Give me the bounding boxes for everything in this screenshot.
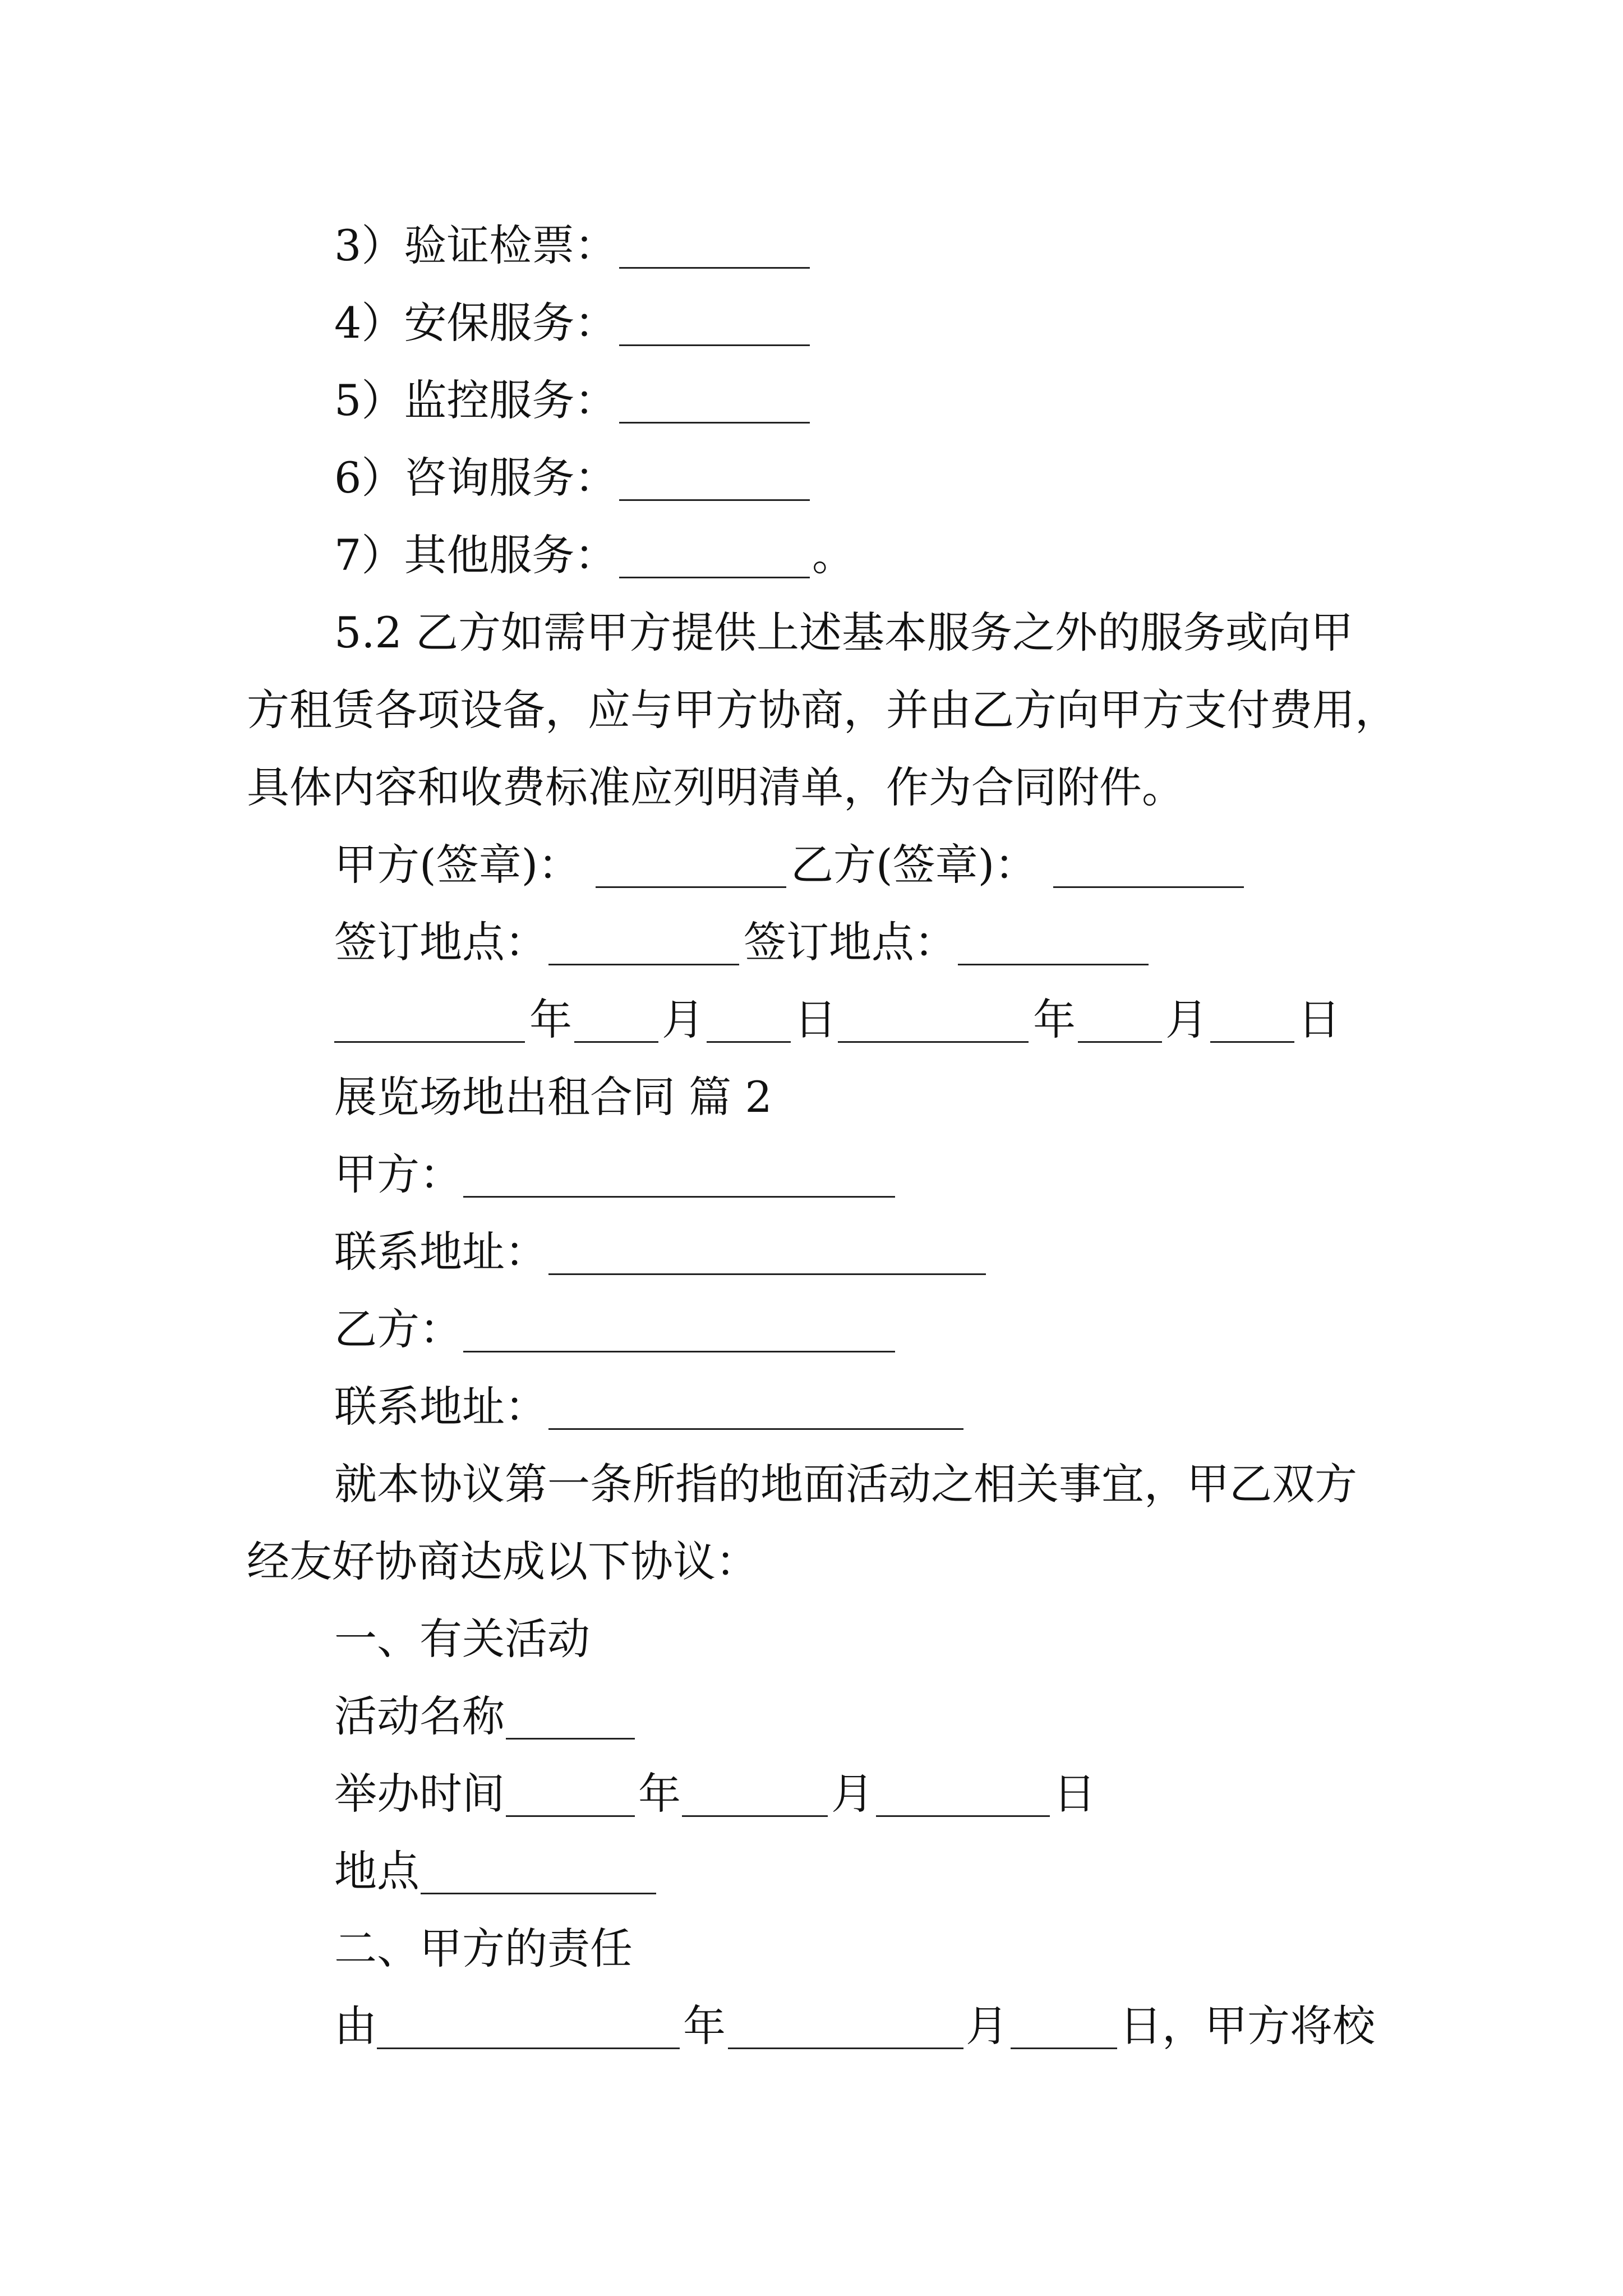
month-blank[interactable] xyxy=(574,1041,658,1043)
item-line-6 xyxy=(0,439,1623,517)
year-blank[interactable] xyxy=(838,1041,1029,1043)
party-a-seal-blank[interactable] xyxy=(596,886,786,888)
day-blank[interactable] xyxy=(876,1815,1050,1817)
fill-blank[interactable] xyxy=(619,577,810,578)
day-label: 日 xyxy=(1298,995,1340,1045)
sign-place-a-label: 签订地点： xyxy=(334,917,547,967)
intro-line xyxy=(0,1445,1623,1524)
item-line-3 xyxy=(0,206,1623,285)
signature-place-line xyxy=(0,903,1623,982)
year-label: 年 xyxy=(683,2001,726,2051)
year-label: 年 xyxy=(638,1769,681,1819)
section-title-line xyxy=(0,1058,1623,1137)
hold-time-line xyxy=(0,1755,1623,1833)
item-label: 4）安保服务： xyxy=(334,298,617,348)
fill-blank[interactable] xyxy=(619,422,810,424)
responsibility-line xyxy=(0,1987,1623,2065)
year-blank[interactable] xyxy=(506,1815,635,1817)
activity-name-line xyxy=(0,1677,1623,1756)
address-b-blank[interactable] xyxy=(548,1428,963,1430)
section-title: 展览场地出租合同 篇 2 xyxy=(334,1072,772,1122)
party-a-seal-label: 甲方(签章)： xyxy=(334,840,581,890)
party-b-label: 乙方： xyxy=(334,1304,462,1354)
item-line-7 xyxy=(0,516,1623,595)
heading-2: 二、甲方的责任 xyxy=(334,1924,633,1973)
period: 。 xyxy=(812,530,855,580)
sign-place-b-label: 签订地点： xyxy=(744,917,957,967)
heading-line xyxy=(0,1600,1623,1678)
year-blank[interactable] xyxy=(334,1041,525,1043)
clause-text: 方租赁各项设备，应与甲方协商，并由乙方向甲方支付费用， xyxy=(247,685,1398,735)
item-line-4 xyxy=(0,284,1623,362)
signature-seal-line xyxy=(0,826,1623,904)
party-a-label: 甲方： xyxy=(334,1149,462,1199)
heading-1: 一、有关活动 xyxy=(334,1614,590,1664)
sign-place-b-blank[interactable] xyxy=(958,964,1149,965)
party-b-blank[interactable] xyxy=(463,1351,895,1352)
address-a-line xyxy=(0,1213,1623,1291)
activity-name-blank[interactable] xyxy=(506,1738,635,1740)
day-label: 日 xyxy=(794,995,837,1045)
place-label: 地点 xyxy=(334,1846,419,1896)
month-blank[interactable] xyxy=(728,2047,963,2049)
party-b-seal-blank[interactable] xyxy=(1053,886,1244,888)
clause-line xyxy=(0,593,1623,672)
hold-time-label: 举办时间 xyxy=(334,1769,505,1819)
day-blank[interactable] xyxy=(707,1041,791,1043)
clause-text: 具体内容和收费标准应列明清单，作为合同附件。 xyxy=(247,762,1184,812)
year-label: 年 xyxy=(529,995,572,1045)
clause-line xyxy=(0,671,1623,749)
intro-text: 就本协议第一条所指的地面活动之相关事宜，甲乙双方 xyxy=(334,1459,1357,1509)
day-blank[interactable] xyxy=(1011,2047,1117,2049)
address-a-label: 联系地址： xyxy=(334,1227,547,1277)
party-a-line xyxy=(0,1135,1623,1214)
signature-date-line xyxy=(0,981,1623,1059)
item-label: 5）监控服务： xyxy=(334,375,617,425)
fill-blank[interactable] xyxy=(619,344,810,346)
month-label: 月 xyxy=(662,995,704,1045)
day-blank[interactable] xyxy=(1210,1041,1294,1043)
intro-text: 经友好协商达成以下协议： xyxy=(247,1536,758,1586)
place-line xyxy=(0,1832,1623,1911)
sign-place-a-blank[interactable] xyxy=(548,964,739,965)
year-label: 年 xyxy=(1033,995,1076,1045)
fill-blank[interactable] xyxy=(619,499,810,501)
year-blank[interactable] xyxy=(377,2047,680,2049)
activity-name-label: 活动名称 xyxy=(334,1691,505,1741)
place-blank[interactable] xyxy=(421,1893,656,1894)
party-a-blank[interactable] xyxy=(463,1196,895,1198)
clause-text: 5.2 乙方如需甲方提供上述基本服务之外的服务或向甲 xyxy=(334,608,1354,657)
last-line-tail: 日，甲方将校 xyxy=(1119,2001,1375,2051)
intro-line xyxy=(0,1522,1623,1601)
month-label: 月 xyxy=(1165,995,1208,1045)
item-label: 6）咨询服务： xyxy=(334,453,617,503)
month-label: 月 xyxy=(966,2001,1008,2051)
address-b-label: 联系地址： xyxy=(334,1382,547,1432)
item-line-5 xyxy=(0,361,1623,440)
from-label: 由 xyxy=(334,2001,377,2051)
fill-blank[interactable] xyxy=(619,267,810,269)
day-label: 日 xyxy=(1053,1769,1096,1819)
month-blank[interactable] xyxy=(682,1815,828,1817)
item-label: 3）验证检票： xyxy=(334,220,617,270)
party-b-seal-label: 乙方(签章)： xyxy=(791,840,1038,890)
item-label: 7）其他服务： xyxy=(334,530,617,580)
heading-line xyxy=(0,1910,1623,1988)
month-label: 月 xyxy=(831,1769,874,1819)
month-blank[interactable] xyxy=(1078,1041,1162,1043)
address-a-blank[interactable] xyxy=(548,1273,986,1275)
party-b-line xyxy=(0,1290,1623,1369)
clause-line xyxy=(0,748,1623,827)
address-b-line xyxy=(0,1368,1623,1446)
